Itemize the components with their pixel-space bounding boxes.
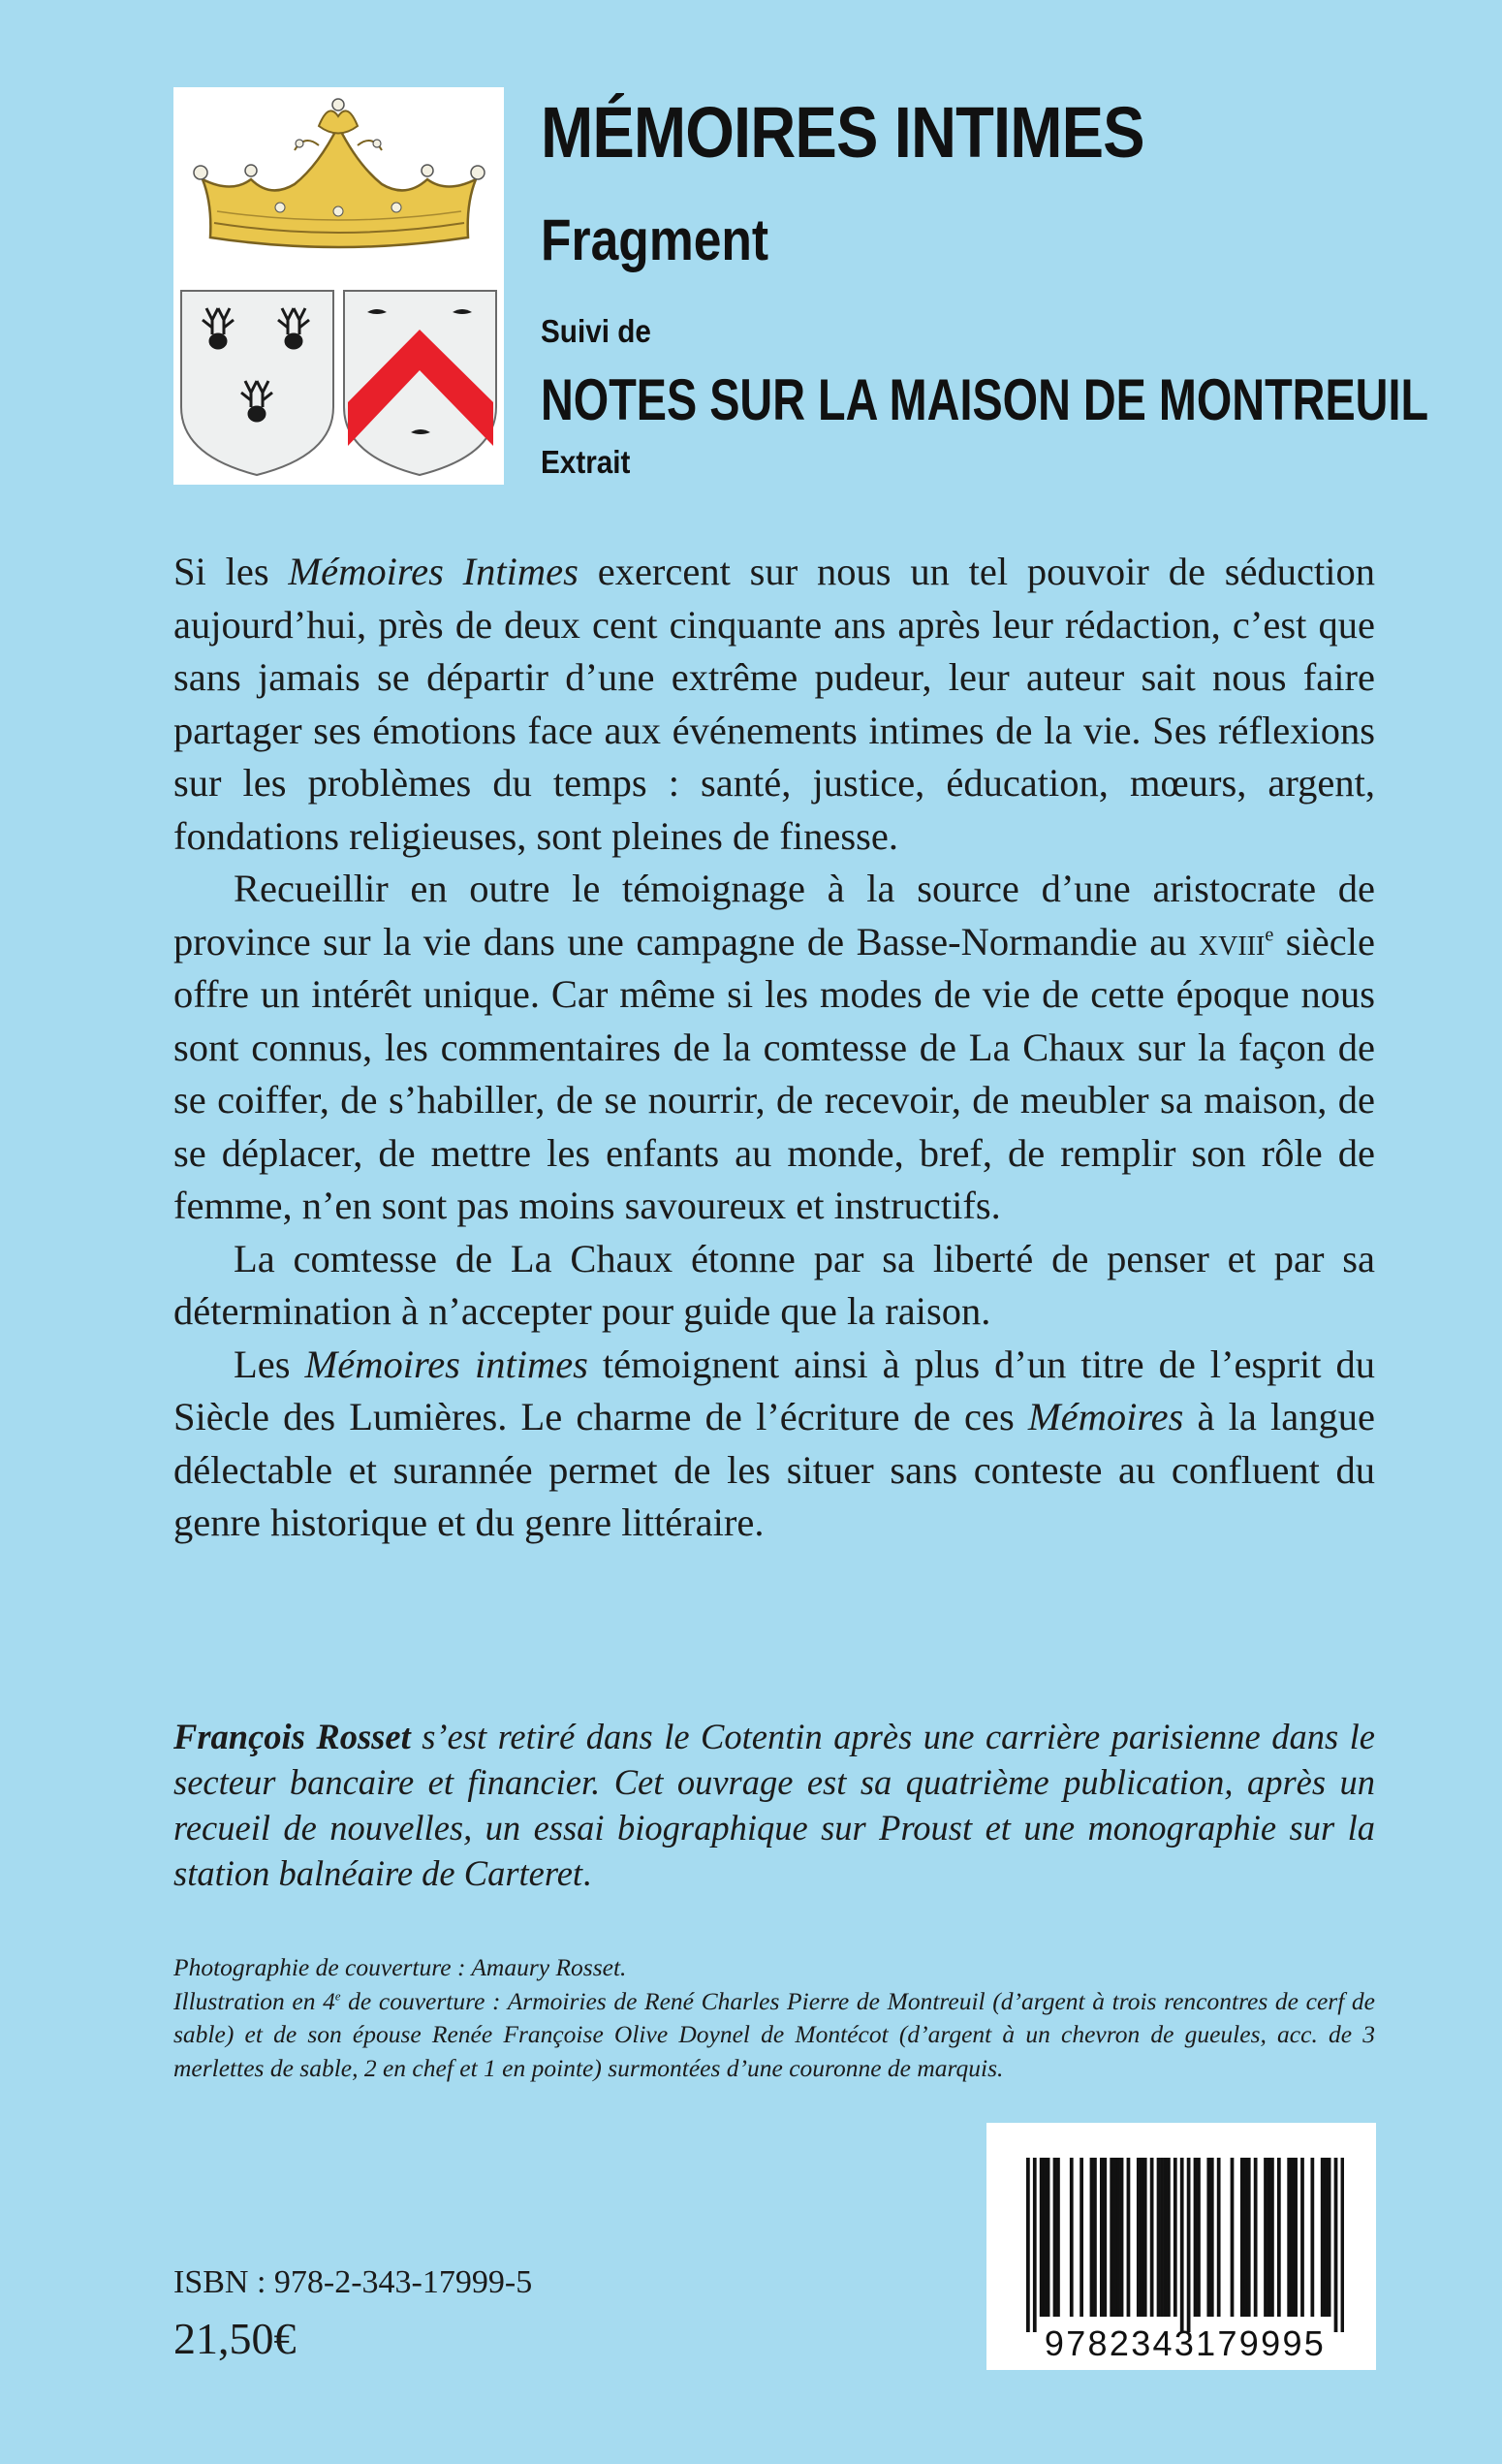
- barcode-bar: [1113, 2158, 1117, 2317]
- barcode-bar: [1277, 2158, 1281, 2317]
- barcode-bar: [1167, 2158, 1171, 2317]
- author-name: François Rosset: [173, 1717, 411, 1756]
- barcode-bar: [1143, 2158, 1147, 2317]
- barcode-bar: [1043, 2158, 1047, 2317]
- credits: [173, 1951, 1375, 2085]
- second-title: NOTES SUR LA MAISON DE MONTREUIL: [541, 367, 1429, 432]
- barcode: [986, 2123, 1376, 2370]
- barcode-bar: [1334, 2158, 1338, 2332]
- subtitle: Fragment: [541, 207, 769, 272]
- barcode-bar: [1053, 2158, 1057, 2317]
- barcode-bar: [1173, 2158, 1177, 2317]
- barcode-bars: [1026, 2158, 1344, 2332]
- barcode-bar: [1324, 2158, 1328, 2317]
- barcode-bar: [1164, 2158, 1168, 2317]
- barcode-bar: [1197, 2158, 1201, 2317]
- barcode-bar: [1116, 2158, 1120, 2317]
- barcode-bar: [1270, 2158, 1274, 2317]
- barcode-bar: [1267, 2158, 1271, 2317]
- barcode-bar: [1210, 2158, 1214, 2317]
- barcode-bar: [1127, 2158, 1131, 2317]
- extract-label: Extrait: [541, 444, 631, 480]
- barcode-bar: [1157, 2158, 1161, 2317]
- barcode-bar: [1070, 2158, 1074, 2317]
- barcode-bar: [1103, 2158, 1107, 2317]
- barcode-bar: [1287, 2158, 1291, 2317]
- barcode-bar: [1291, 2158, 1295, 2317]
- barcode-bar: [1254, 2158, 1258, 2317]
- blurb-paragraph-3: La comtesse de La Chaux étonne par sa liberté de penser et par sa détermination à n’accepter pour guide que la raison.: [173, 1236, 1375, 1333]
- barcode-bar: [1140, 2158, 1143, 2317]
- barcode-bar: [1093, 2158, 1097, 2317]
- barcode-bar: [1090, 2158, 1094, 2317]
- barcode-bar: [1110, 2158, 1113, 2317]
- main-title: MÉMOIRES INTIMES: [541, 92, 1144, 173]
- barcode-bar: [1341, 2158, 1344, 2332]
- barcode-bar: [1056, 2158, 1060, 2317]
- barcode-bar: [1026, 2158, 1030, 2332]
- barcode-bar: [1328, 2158, 1331, 2317]
- coat-of-arms-illustration: [173, 87, 504, 485]
- barcode-bar: [1231, 2158, 1235, 2317]
- barcode-bar: [1150, 2158, 1154, 2317]
- barcode-bar: [1240, 2158, 1244, 2317]
- followed-by-label: Suivi de: [541, 313, 651, 349]
- chevron-shield-icon: [344, 291, 496, 475]
- barcode-bar: [1243, 2158, 1247, 2317]
- blurb-paragraph-2: Recueillir en outre le témoignage à la source d’une aristocrate de province sur la vie dans une campagne de Basse-Normandie au xviii$^e$ siècle offre un intérêt unique. Car même si les modes de vie de cette époque nous sont connus, les commentaires de la comtesse de La Chaux sur la façon de se coiffer, de s’habiller, de se nourrir, de recevoir, de meubler sa maison, de se déplacer, de mettre les enfants au monde, bref, de remplir son rôle de femme, n’en sont pas moins savoureux et instructifs.: [173, 867, 1375, 1227]
- barcode-bar: [1194, 2158, 1198, 2317]
- title-block: [541, 92, 1471, 480]
- blurb-paragraph-4: Les Mémoires intimes témoignent ainsi à plus d’un titre de l’esprit du Siècle des Lumières. Le charme de l’écriture de ces Mémoires à la langue délectable et surannée permet de les situer sans conteste au confluent du genre historique et du genre littéraire.: [173, 1342, 1376, 1544]
- barcode-bar: [1294, 2158, 1298, 2317]
- crown-icon: [194, 99, 485, 247]
- barcode-bar: [1300, 2158, 1304, 2317]
- barcode-bar: [1217, 2158, 1221, 2317]
- barcode-bar: [1040, 2158, 1044, 2317]
- illustration-credit: Illustration en 4e de couverture : Armoiries de René Charles Pierre de Montreuil (d’argent à trois rencontres de cerf de sable) et de son épouse Renée Françoise Olive Doynel de Montécot (d’argent à un chevron de gueules, acc. de 3 merlettes de sable, 2 en chef et 1 en pointe) surmontées d’une couronne de marquis.: [173, 1986, 1375, 2082]
- barcode-bar: [1137, 2158, 1141, 2317]
- barcode-bar: [1160, 2158, 1164, 2317]
- price: 21,50€: [173, 2314, 297, 2363]
- barcode-bar: [1310, 2158, 1314, 2317]
- author-bio: François Rosset s’est retiré dans le Cotentin après une carrière parisienne dans le secteur bancaire et financier. Cet ouvrage est sa quatrième publication, après un recueil de nouvelles, un essai biographique sur Proust et une monographie sur la station balnéaire de Carteret.: [173, 1717, 1375, 1893]
- barcode-bar: [1247, 2158, 1251, 2317]
- blurb-text: [173, 546, 1375, 1550]
- photo-credit: Photographie de couverture : Amaury Rosset.: [173, 1953, 627, 1981]
- isbn: ISBN : 978-2-343-17999-5: [173, 2264, 533, 2300]
- barcode-bar: [1264, 2158, 1267, 2317]
- barcode-bar: [1080, 2158, 1083, 2317]
- barcode-bar: [1120, 2158, 1124, 2317]
- left-shield: [181, 291, 333, 475]
- blurb-paragraph-1: Si les Mémoires Intimes exercent sur nous un tel pouvoir de séduction aujourd’hui, près de deux cent cinquante ans après leur rédaction, c’est que sans jamais se départir d’une extrême pudeur, leur auteur sait nous faire partager ses émotions face aux événements intimes de la vie. Ses réflexions sur les problèmes du temps : santé, justice, éducation, mœurs, argent, fondations religieuses, sont pleines de finesse.: [173, 550, 1375, 858]
- barcode-bar: [1187, 2158, 1191, 2332]
- barcode-bar: [1180, 2158, 1184, 2332]
- barcode-bar: [1100, 2158, 1104, 2317]
- barcode-bar: [1033, 2158, 1037, 2332]
- barcode-bar: [1206, 2158, 1210, 2317]
- barcode-bar: [1321, 2158, 1325, 2317]
- barcode-bar: [1047, 2158, 1050, 2317]
- barcode-digits: 9782343179995: [1044, 2323, 1327, 2363]
